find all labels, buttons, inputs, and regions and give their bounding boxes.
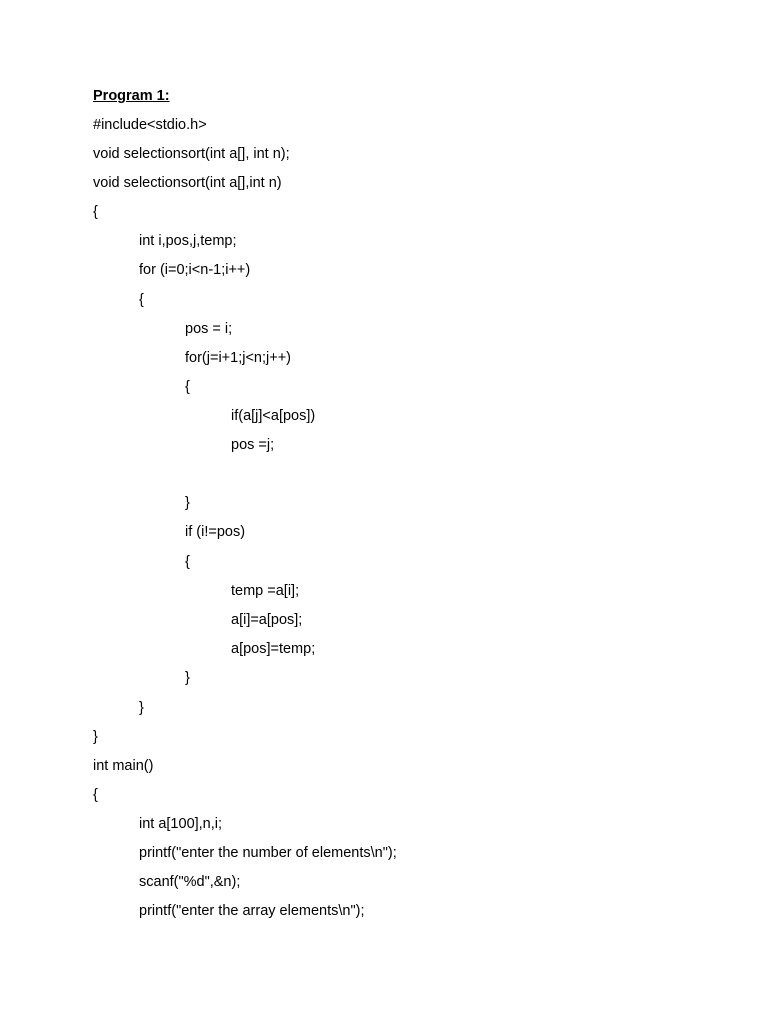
- code-line: a[pos]=temp;: [231, 641, 316, 657]
- code-line: void selectionsort(int a[], int n);: [93, 146, 290, 162]
- code-line: int a[100],n,i;: [139, 816, 223, 832]
- code-line: scanf("%d",&n);: [139, 874, 241, 890]
- code-line: }: [185, 670, 190, 686]
- code-line: int i,pos,j,temp;: [139, 233, 237, 249]
- code-line: }: [93, 729, 98, 745]
- code-line: pos =j;: [231, 437, 275, 453]
- code-line: printf("enter the number of elements\n");: [139, 845, 397, 861]
- code-line: for (i=0;i<n-1;i++): [139, 262, 251, 278]
- code-line: {: [185, 554, 190, 570]
- code-line: }: [185, 495, 190, 511]
- code-line: if(a[j]<a[pos]): [231, 408, 316, 424]
- code-line: a[i]=a[pos];: [231, 612, 303, 628]
- code-line: void selectionsort(int a[],int n): [93, 175, 282, 191]
- code-line: {: [185, 379, 190, 395]
- code-line: {: [93, 787, 98, 803]
- code-line: }: [139, 700, 144, 716]
- code-line: for(j=i+1;j<n;j++): [185, 350, 291, 366]
- code-line: int main(): [93, 758, 154, 774]
- code-line: printf("enter the array elements\n");: [139, 903, 365, 919]
- program-heading: Program 1:: [93, 88, 170, 104]
- code-line: {: [139, 292, 144, 308]
- code-line: pos = i;: [185, 321, 233, 337]
- code-line: temp =a[i];: [231, 583, 300, 599]
- code-line: {: [93, 204, 98, 220]
- code-line: #include<stdio.h>: [93, 117, 207, 133]
- code-line: if (i!=pos): [185, 524, 246, 540]
